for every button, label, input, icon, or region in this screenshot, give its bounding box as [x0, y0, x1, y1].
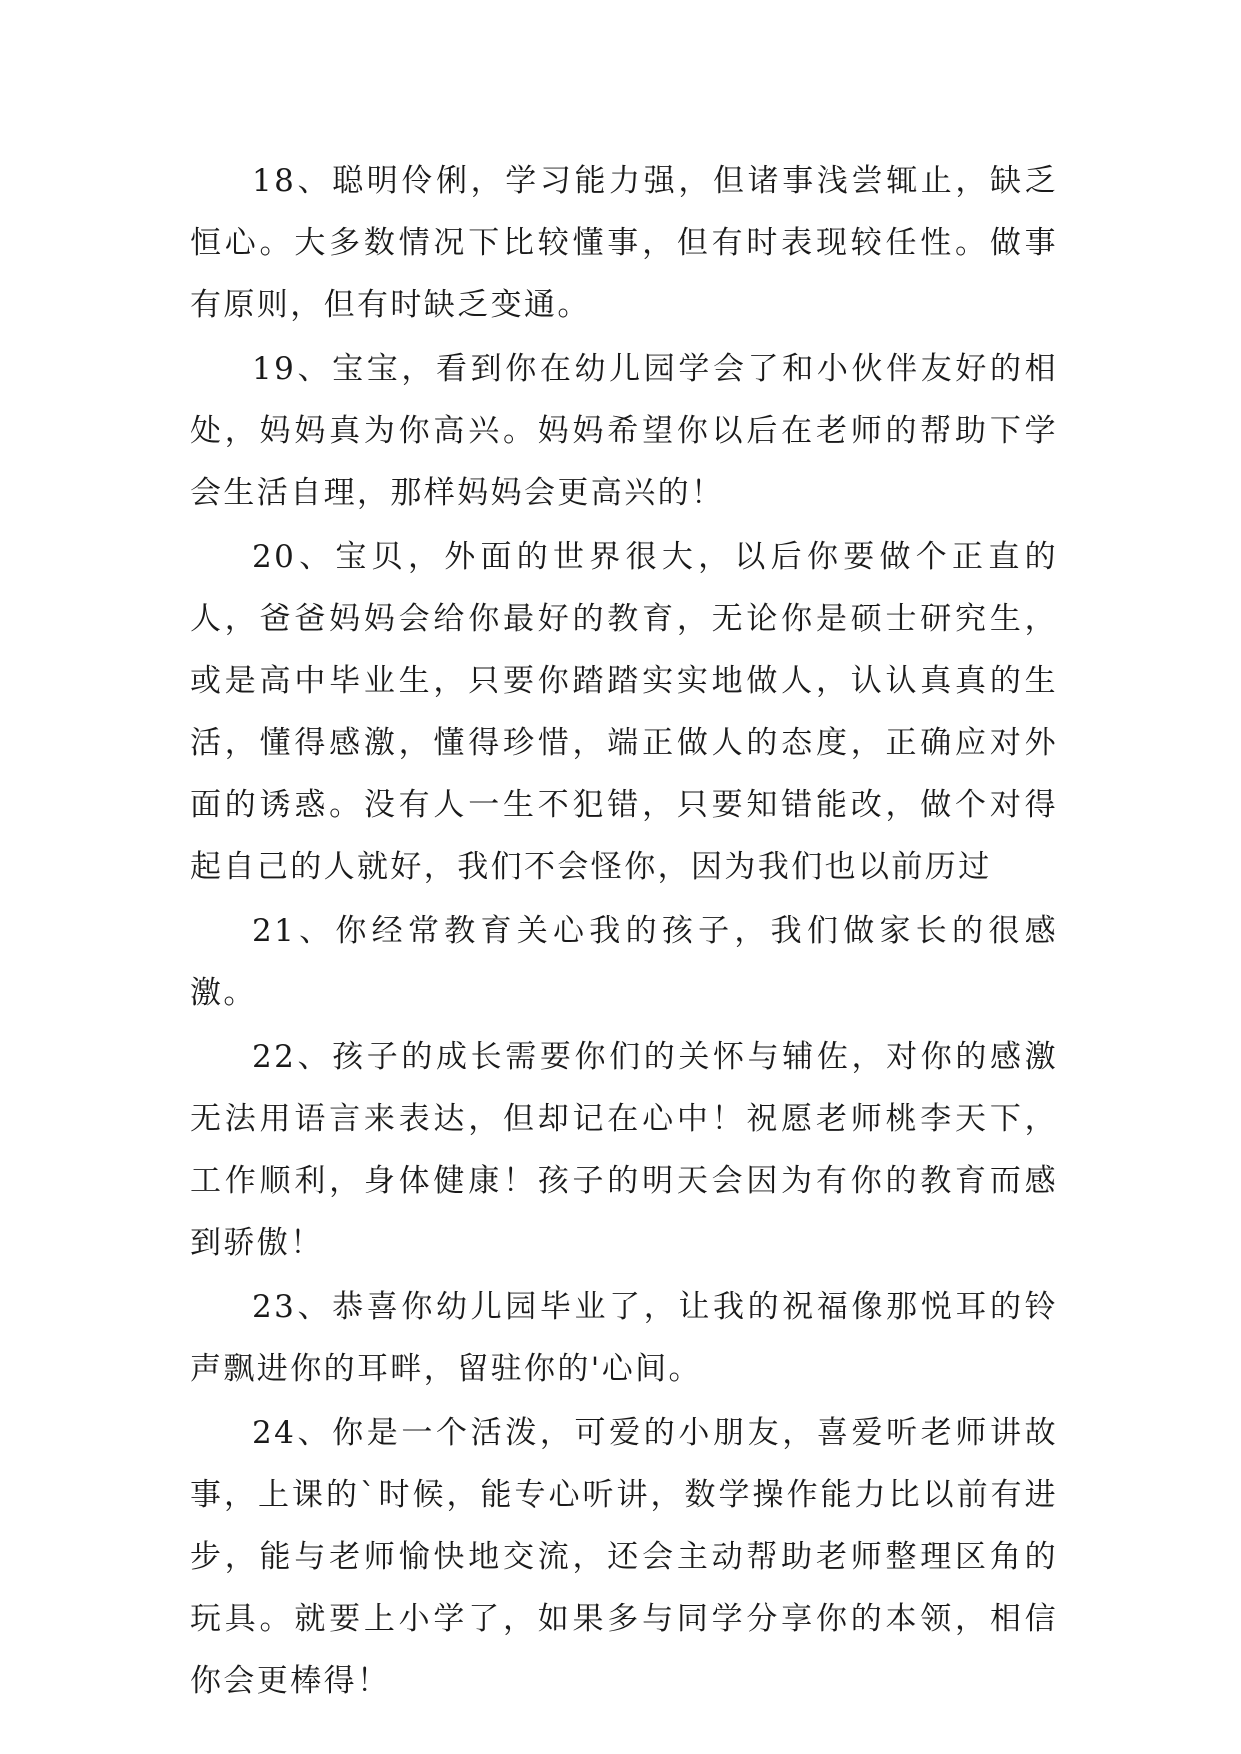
- paragraph-23: 23、恭喜你幼儿园毕业了，让我的祝福像那悦耳的铃声飘进你的耳畔，留驻你的'心间。: [190, 1289, 1058, 1387]
- paragraph-20: 20、宝贝，外面的世界很大，以后你要做个正直的人，爸爸妈妈会给你最好的教育，无论你是硕士研究生，或是高中毕业生，只要你踏踏实实地做人，认认真真的生活，懂得感激，懂得珍惜，端正做人的态度，正确应对外面的诱惑。没有人一生不犯错，只要知错能改，做个对得起自己的人就好，我们不会怪你，因为我们也以前历过: [190, 539, 1058, 885]
- paragraph-22: 22、孩子的成长需要你们的关怀与辅佐，对你的感激无法用语言来表达，但却记在心中！祝愿老师桃李天下，工作顺利，身体健康！孩子的明天会因为有你的教育而感到骄傲！: [190, 1039, 1058, 1261]
- paragraph-18: 18、聪明伶俐，学习能力强，但诸事浅尝辄止，缺乏恒心。大多数情况下比较懂事，但有时表现较任性。做事有原则，但有时缺乏变通。: [190, 163, 1058, 323]
- document-body: [190, 150, 1058, 1714]
- paragraph-21: 21、你经常教育关心我的孩子，我们做家长的很感激。: [190, 913, 1058, 1011]
- paragraph-19: 19、宝宝，看到你在幼儿园学会了和小伙伴友好的相处，妈妈真为你高兴。妈妈希望你以后在老师的帮助下学会生活自理，那样妈妈会更高兴的！: [190, 351, 1058, 511]
- paragraph-24: 24、你是一个活泼，可爱的小朋友，喜爱听老师讲故事，上课的`时候，能专心听讲，数学操作能力比以前有进步，能与老师愉快地交流，还会主动帮助老师整理区角的玩具。就要上小学了，如果多与同学分享你的本领，相信你会更棒得！: [190, 1415, 1058, 1699]
